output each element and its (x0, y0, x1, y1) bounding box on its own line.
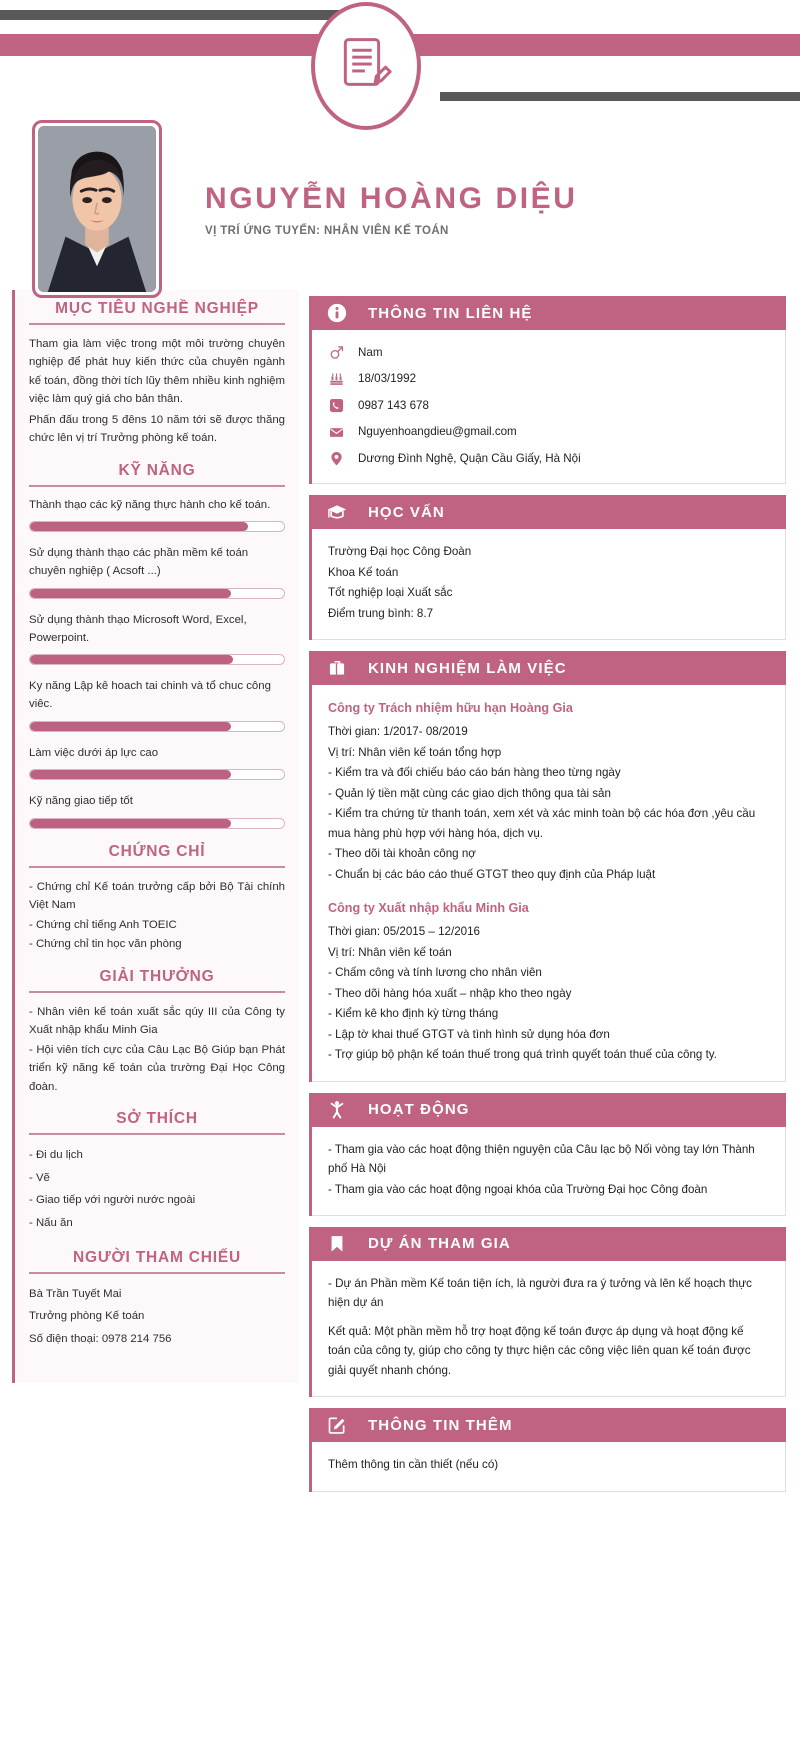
skill-progress-fill (30, 819, 231, 828)
objective-paragraph: Tham gia làm việc trong một môi trường chuyên nghiệp để phát huy kiến thức của chuyên ngành kế toán, đồng thời tích lũy thêm nhiều kinh nghiệm việc làm quý giá cho bản thân. (29, 338, 285, 406)
cv-header (0, 110, 800, 290)
section-title-extra-info: THÔNG TIN THÊM (368, 1416, 513, 1434)
skill-progress-bar (29, 588, 285, 599)
banner-white-gap (0, 20, 360, 34)
section-title-references: NGƯỜI THAM CHIẾU (72, 1248, 242, 1266)
section-activities (309, 1093, 786, 1216)
contact-row-phone[interactable] (328, 396, 769, 415)
projects-body (312, 1261, 786, 1397)
divider (29, 485, 285, 487)
skill-item (29, 545, 285, 598)
divider (29, 1272, 285, 1274)
skill-progress-bar (29, 721, 285, 732)
job-bullet: - Chấm công và tính lương cho nhân viên (328, 966, 542, 980)
list-item: - Chứng chỉ Kế toán trưởng cấp bởi Bộ Tài chính Việt Nam (29, 880, 285, 912)
experience-body (312, 685, 786, 1081)
skill-item (29, 678, 285, 731)
reference-phone: Số điện thoại: 0978 214 756 (29, 1333, 172, 1346)
project-result: Kết quả: Một phần mềm hỗ trợ hoạt động kế toán được áp dụng và hoạt động kế toán của công ty, giúp cho công ty thực hiện các công việc liên quan kế toán được giải quyết nhanh chóng. (328, 1324, 751, 1377)
section-title-awards: GIẢI THƯỞNG (99, 967, 215, 985)
list-item: Thêm thông tin cần thiết (nếu có) (328, 1458, 499, 1472)
list-item: - Đi du lịch (29, 1149, 83, 1162)
reference-name: Bà Trần Tuyết Mai (29, 1287, 122, 1300)
hobbies-list (29, 1145, 285, 1235)
skill-label: Làm việc dưới áp lực cao (29, 746, 159, 759)
list-item: - Nấu ăn (29, 1217, 73, 1230)
job-bullet: - Theo dõi hàng hóa xuất – nhập kho theo ngày (328, 986, 572, 1000)
section-title-contact: THÔNG TIN LIÊN HỆ (368, 304, 533, 322)
job-bullet: - Kiểm tra và đối chiếu báo cáo bán hàng theo từng ngày (328, 766, 621, 780)
section-header-projects (312, 1227, 786, 1261)
skill-progress-fill (30, 722, 231, 731)
skill-item (29, 745, 285, 781)
section-header-extra-info (312, 1408, 786, 1442)
skill-progress-bar (29, 818, 285, 829)
edit-square-icon (326, 1414, 348, 1436)
section-header-experience (312, 651, 786, 685)
profile-photo (38, 126, 156, 292)
banner-dark-bar-right (440, 92, 800, 101)
contact-row-birthday (328, 369, 769, 388)
list-item: - Dự án Phần mềm Kế toán tiện ích, là người đưa ra ý tưởng và lên kế hoạch thực hiện dự án (328, 1276, 752, 1310)
list-item: - Vẽ (29, 1171, 50, 1184)
education-line: Trường Đại học Công Đoàn (328, 545, 472, 559)
skill-label: Sử dụng thành thạo các phần mềm kế toán chuyên nghiệp ( Acsoft ...) (29, 547, 249, 578)
skill-progress-bar (29, 769, 285, 780)
list-item: - Hội viên tích cực của Câu Lạc Bộ Giúp bạn Phát triển kỹ năng kế toán của trường Đại Học Công đoàn. (29, 1043, 285, 1093)
section-experience (309, 651, 786, 1081)
job-position: Vị trí: Nhân viên kế toán (328, 945, 452, 959)
section-education (309, 495, 786, 640)
section-title-experience: KINH NGHIỆM LÀM VIỆC (368, 659, 567, 677)
job-bullet: - Chuẩn bị các báo cáo thuế GTGT theo quy định của Pháp luật (328, 867, 656, 881)
person-raised-arms-icon (326, 1099, 348, 1121)
contact-value-email: Nguyenhoangdieu@gmail.com (358, 425, 517, 439)
contact-row-email[interactable] (328, 422, 769, 441)
job-bullet: - Trợ giúp bộ phận kế toán thuế trong quá trình quyết toán thuế của công ty. (328, 1048, 717, 1062)
list-item: - Chứng chỉ tin học văn phòng (29, 938, 182, 951)
objective-paragraph: Phấn đấu trong 5 đêns 10 năm tới sẽ được thăng chức lên vị trí Trưởng phòng kế toán. (29, 413, 285, 445)
skill-item (29, 793, 285, 829)
section-title-objective: MỤC TIÊU NGHỀ NGHIỆP (55, 300, 259, 317)
briefcase-icon (326, 657, 348, 679)
job-bullet: - Kiểm kê kho định kỳ từng tháng (328, 1007, 499, 1021)
skill-label: Thành thạo các kỹ năng thực hành cho kế toán. (29, 498, 271, 511)
location-pin-icon (328, 450, 345, 467)
references-list (29, 1284, 285, 1351)
skill-progress-fill (30, 589, 231, 598)
contact-value-address: Dương Đình Nghệ, Quận Cầu Giấy, Hà Nội (358, 451, 581, 465)
section-title-activities: HOẠT ĐỘNG (368, 1101, 470, 1119)
list-item: - Chứng chỉ tiếng Anh TOEIC (29, 918, 177, 931)
skill-progress-fill (30, 522, 248, 531)
job-company: Công ty Xuất nhập khẩu Minh Gia (328, 901, 529, 916)
list-item: - Tham gia vào các hoạt động ngoại khóa của Trường Đại học Công đoàn (328, 1182, 708, 1196)
section-certificates (29, 843, 285, 954)
section-title-certificates: CHỨNG CHỈ (108, 842, 206, 860)
skill-item (29, 497, 285, 533)
right-column (299, 290, 786, 1503)
education-line: Khoa Kế toán (328, 565, 399, 579)
section-title-hobbies: SỞ THÍCH (116, 1110, 198, 1128)
section-references (29, 1249, 285, 1351)
contact-row-gender (328, 343, 769, 362)
top-banner (0, 0, 800, 110)
divider (29, 866, 285, 868)
job-period: Thời gian: 1/2017- 08/2019 (328, 725, 468, 739)
contact-value-gender: Nam (358, 346, 383, 359)
job-bullet: - Quản lý tiền mặt cùng các giao dịch thông qua tài sản (328, 786, 611, 800)
list-item: - Tham gia vào các hoạt động thiện nguyện của Câu lạc bộ Nối vòng tay lớn Thành phố Hà Nội (328, 1142, 755, 1176)
divider (29, 991, 285, 993)
applied-position: VỊ TRÍ ỨNG TUYỂN: NHÂN VIÊN KẾ TOÁN (205, 225, 449, 237)
gender-male-icon (328, 344, 345, 361)
list-item: - Giao tiếp với người nước ngoài (29, 1194, 196, 1207)
section-header-education (312, 495, 786, 529)
section-title-projects: DỰ ÁN THAM GIA (368, 1235, 511, 1253)
divider (29, 323, 285, 325)
contact-row-address (328, 449, 769, 468)
document-pencil-icon (311, 2, 421, 130)
section-hobbies (29, 1110, 285, 1235)
list-item: - Nhân viên kế toán xuất sắc qúy III của Công ty Xuất nhập khẩu Minh Gia (29, 1005, 285, 1037)
avatar (32, 120, 162, 298)
education-body (312, 529, 786, 640)
education-line: Điểm trung bình: 8.7 (328, 606, 434, 620)
cv-body (0, 290, 800, 1525)
awards-list (29, 1003, 285, 1096)
divider (29, 1133, 285, 1135)
job-bullet: - Theo dõi tài khoản công nợ (328, 847, 476, 861)
name-block (205, 182, 578, 237)
section-contact (309, 296, 786, 484)
section-awards (29, 968, 285, 1096)
skill-progress-fill (30, 655, 233, 664)
job-period: Thời gian: 05/2015 – 12/2016 (328, 925, 480, 939)
section-projects (309, 1227, 786, 1397)
bookmark-icon (326, 1233, 348, 1255)
section-header-contact (312, 296, 786, 330)
skill-progress-fill (30, 770, 231, 779)
experience-item (328, 898, 769, 1064)
envelope-icon (328, 424, 345, 441)
section-header-activities (312, 1093, 786, 1127)
phone-icon (328, 397, 345, 414)
reference-title: Trưởng phòng Kế toán (29, 1310, 145, 1323)
job-bullet: - Kiểm tra chứng từ thanh toán, xem xét và xác minh toàn bộ các hóa đơn ,yêu cầu mua hàng phù hợp với hàng hóa, dịch vụ. (328, 807, 756, 840)
banner-dark-bar-left (0, 10, 360, 20)
page-title: NGUYỄN HOÀNG DIỆU (205, 182, 578, 215)
section-title-skills: KỸ NĂNG (118, 461, 196, 479)
left-column (12, 290, 299, 1383)
info-circle-icon (326, 302, 348, 324)
job-company: Công ty Trách nhiệm hữu hạn Hoàng Gia (328, 701, 573, 716)
skill-progress-bar (29, 654, 285, 665)
contact-value-phone: 0987 143 678 (358, 398, 429, 412)
experience-item (328, 698, 769, 884)
skill-progress-bar (29, 521, 285, 532)
contact-body (312, 330, 786, 484)
job-position: Vị trí: Nhân viên kế toán tổng hợp (328, 745, 502, 759)
contact-value-birthday: 18/03/1992 (358, 372, 417, 386)
skill-label: Sử dụng thành thạo Microsoft Word, Excel, Powerpoint. (29, 613, 247, 644)
skill-item (29, 612, 285, 665)
skill-label: Ky năng Lập kê hoach tai chinh và tổ chuc công viêc. (29, 680, 271, 710)
section-extra-info (309, 1408, 786, 1491)
section-objective (29, 300, 285, 448)
graduation-cap-icon (326, 501, 348, 523)
section-skills (29, 462, 285, 829)
birthday-cake-icon (328, 371, 345, 388)
objective-text (29, 335, 285, 448)
education-line: Tốt nghiệp loại Xuất sắc (328, 586, 453, 600)
skill-label: Kỹ năng giao tiếp tốt (29, 795, 133, 808)
certificates-list (29, 878, 285, 954)
activities-body (312, 1127, 786, 1216)
section-title-education: HỌC VẤN (368, 503, 445, 521)
job-bullet: - Lập tờ khai thuế GTGT và tình hình sử dụng hóa đơn (328, 1027, 610, 1041)
extra-info-body (312, 1442, 786, 1491)
